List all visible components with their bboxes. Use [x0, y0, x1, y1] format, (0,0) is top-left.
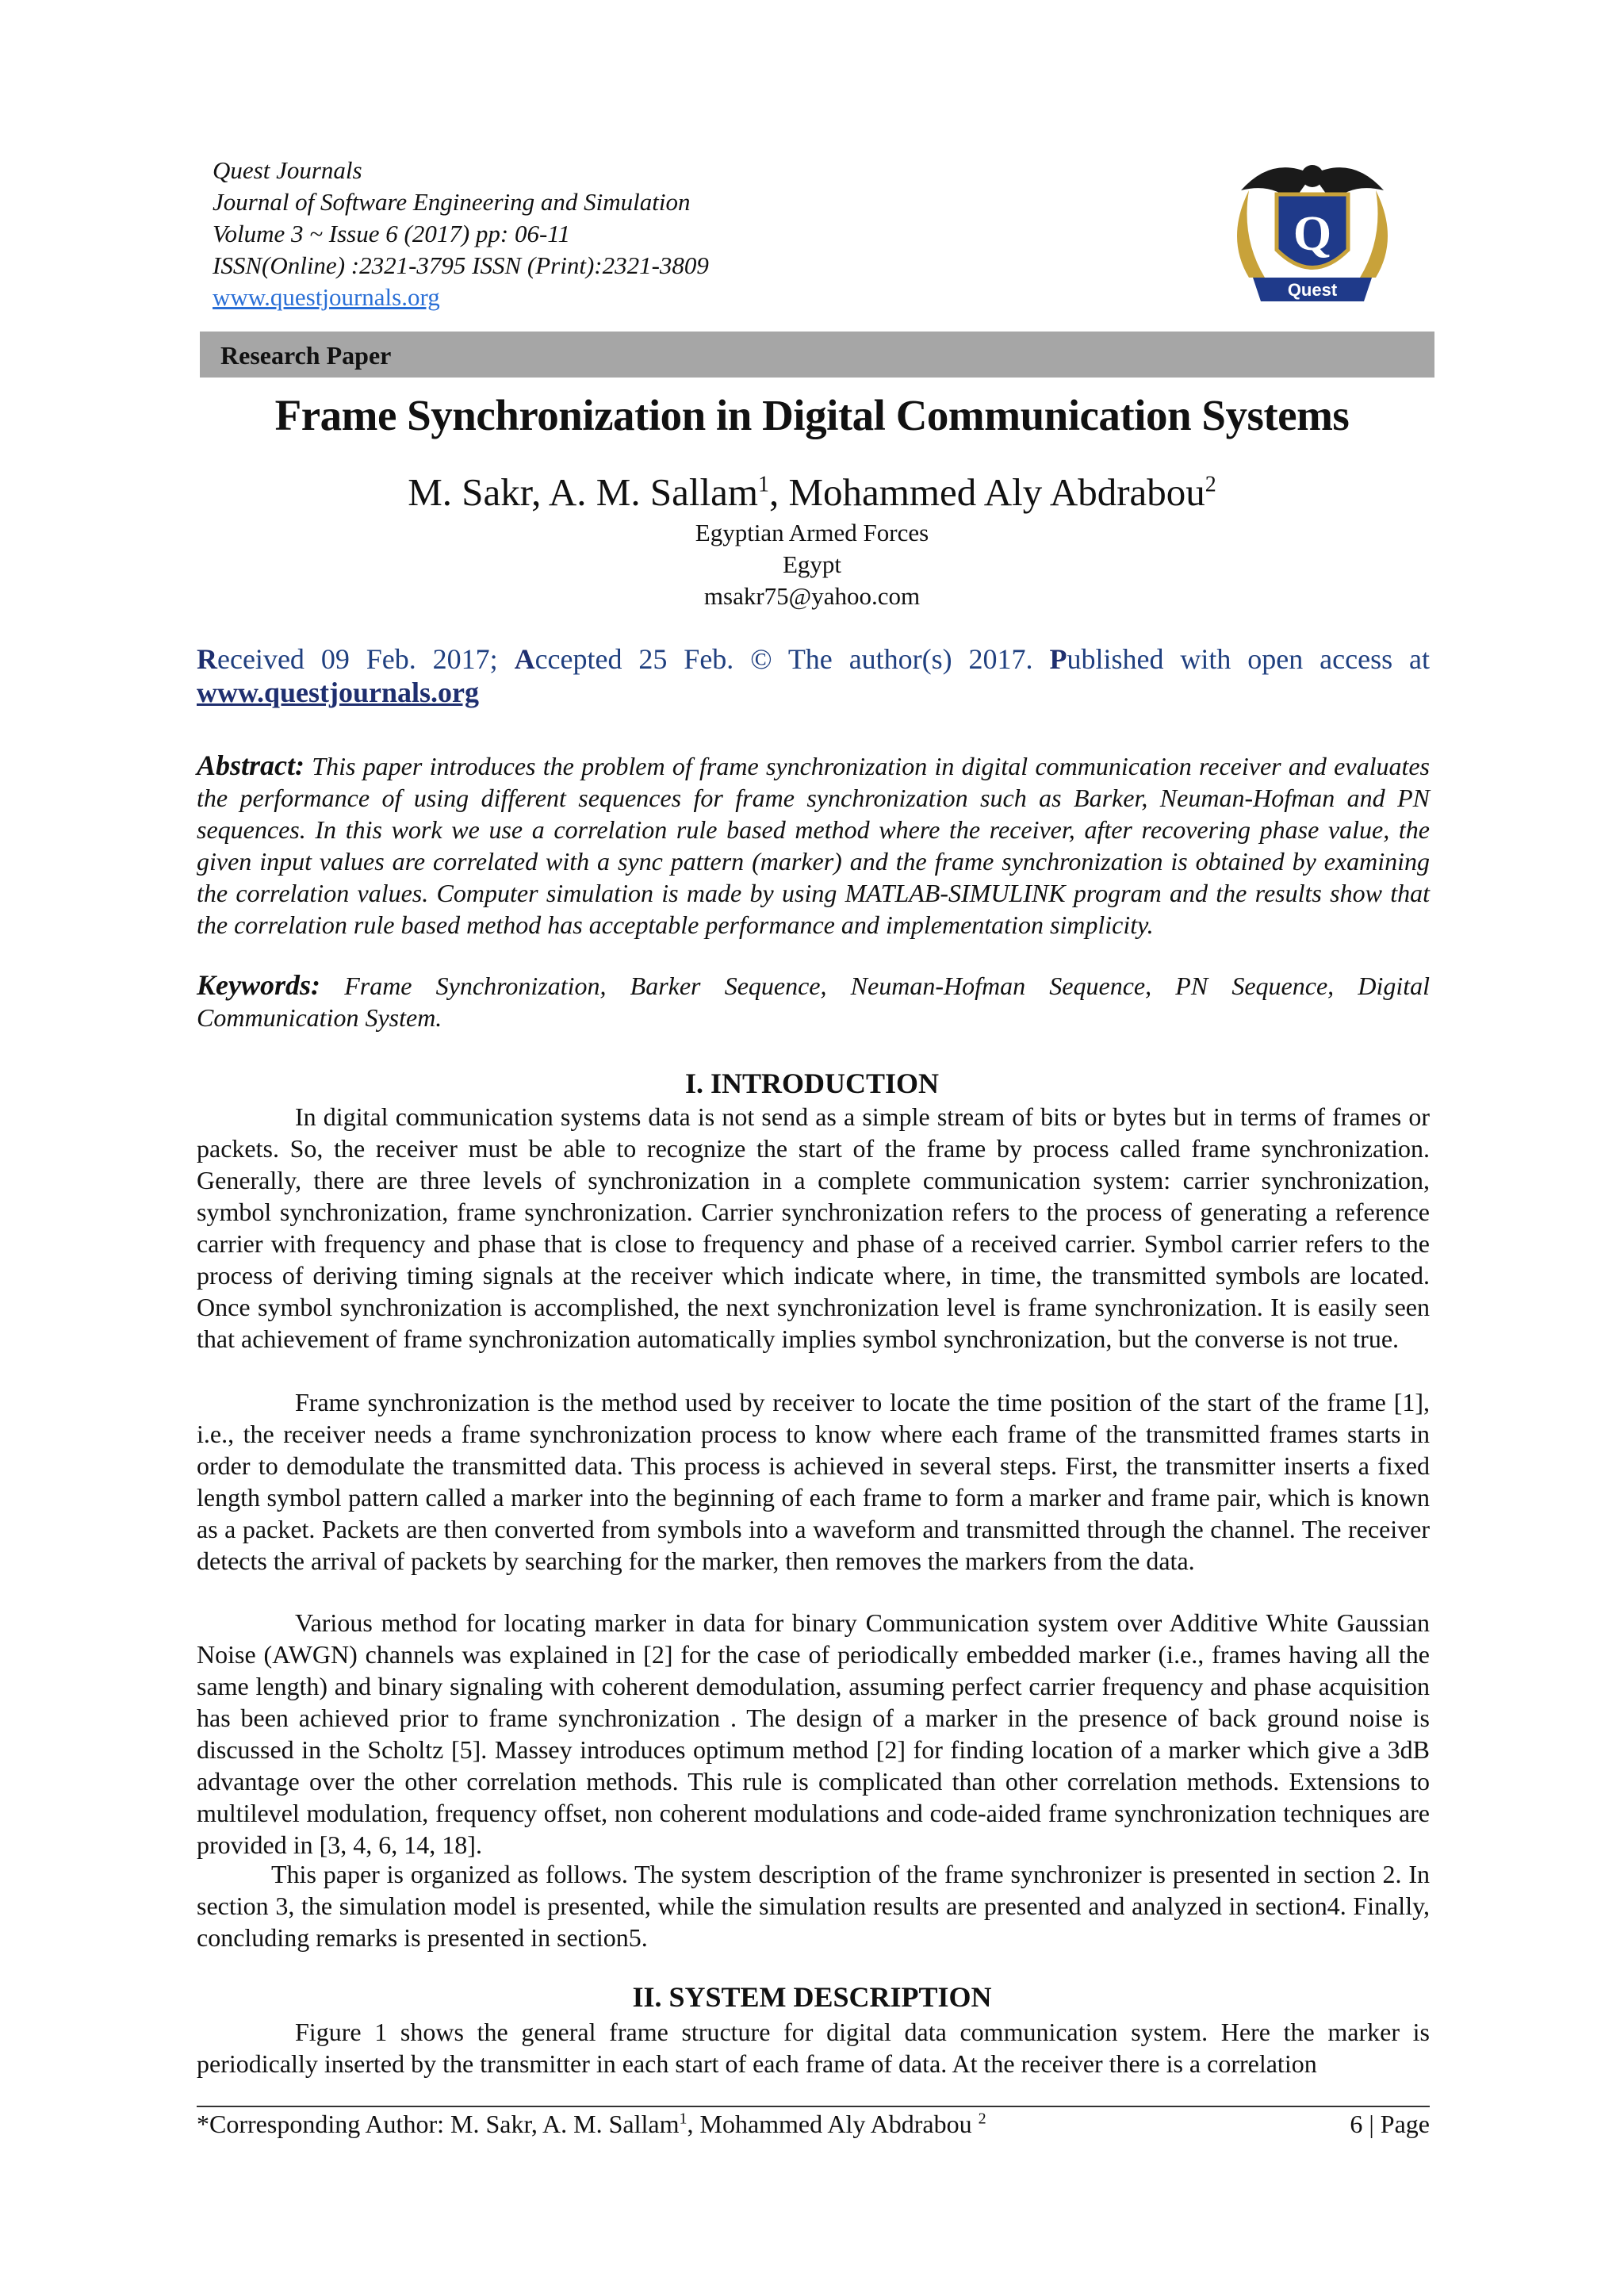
accepted-text: ccepted 25 Feb. © The author(s) 2017.	[534, 643, 1050, 675]
footer-author-part2: , Mohammed Aly Abdrabou	[687, 2110, 979, 2138]
received-text: eceived 09 Feb. 2017;	[217, 643, 515, 675]
keywords	[197, 969, 1430, 1033]
accepted-initial: A	[514, 643, 535, 675]
email: msakr75@yahoo.com	[703, 582, 921, 610]
received-journal-link[interactable]: www.questjournals.org	[197, 677, 480, 708]
authors-part2: , Mohammed Aly Abdrabou	[768, 470, 1205, 514]
section-heading-system-description: II. SYSTEM DESCRIPTION	[632, 1981, 992, 2013]
received-initial: R	[197, 643, 217, 675]
intro-paragraph-4: This paper is organized as follows. The system description of the frame synchronizer is presented in section 2. In section 3, the simulation model is presented, while the simulation results are presented and analyzed in section4. Finally, concluding remarks is presented in section5.	[197, 1860, 1430, 1952]
author-sup-2: 2	[1205, 472, 1216, 497]
received-line	[197, 642, 1430, 709]
footer-sup-1: 1	[679, 2110, 688, 2128]
intro-paragraph-2: Frame synchronization is the method used by receiver to locate the time position of the start of the frame [1], i.e., the receiver needs a frame synchronization process to know where each frame of the transmitted frames starts in order to demodulate the transmitted data. This process is achieved in several steps. First, the transmitter inserts a fixed length symbol pattern called a marker into the beginning of each frame to form a marker and frame pair, which is known as a packet. Packets are then converted from symbols into a waveform and transmitted through the channel. The receiver detects the arrival of packets by searching for the marker, then removes the markers from the data.	[197, 1388, 1430, 1575]
section-heading-introduction: I. INTRODUCTION	[684, 1068, 940, 1099]
country: Egypt	[782, 550, 842, 578]
affiliation: Egyptian Armed Forces	[695, 519, 929, 546]
quest-logo	[1217, 159, 1408, 313]
journal-volume: Volume 3 ~ Issue 6 (2017) pp: 06-11	[213, 220, 570, 247]
intro-paragraph-3: Various method for locating marker in data for binary Communication system over Additive White Gaussian Noise (AWGN) channels was explained in [2] for the case of periodically embedded marker (i.e., frames having all the same length) and binary signaling with coherent demodulation, assuming perfect carrier frequency and phase acquisition has been achieved prior to frame synchronization . The design of a marker in the presence of back ground noise is discussed in the Scholtz [5]. Massey introduces optimum method [2] for finding location of a marker which give a 3dB advantage over the other correlation methods. This rule is complicated than other correlation methods. Extensions to multilevel modulation, frequency offset, non coherent modulations and code-aided frame synchronization techniques are provided in [3, 4, 6, 14, 18].	[197, 1608, 1430, 1859]
keywords-text: Frame Synchronization, Barker Sequence, Neuman-Hofman Sequence, PN Sequence, Digital Communication System.	[197, 972, 1431, 1032]
abstract-label: Abstract:	[197, 749, 305, 781]
affiliation-block	[0, 517, 1624, 612]
journal-publisher: Quest Journals	[213, 156, 362, 184]
footer-author-part1: *Corresponding Author: M. Sakr, A. M. Sallam	[197, 2110, 680, 2138]
footer	[197, 2110, 1430, 2139]
page-number: 6 | Page	[1350, 2110, 1430, 2138]
logo-text: Quest	[1287, 280, 1338, 300]
footer-divider	[197, 2106, 1430, 2107]
author-sup-1: 1	[757, 472, 769, 497]
journal-name: Journal of Software Engineering and Simulation	[213, 188, 691, 216]
abstract	[197, 749, 1430, 941]
paper-authors	[0, 470, 1624, 515]
research-paper-band	[200, 332, 1434, 378]
system-paragraph-1: Figure 1 shows the general frame structure for digital data communication system. Here the marker is periodically inserted by the transmitter in each start of each frame of data. At the receiver there is a correlation	[197, 2018, 1430, 2078]
intro-paragraph-1: In digital communication systems data is not send as a simple stream of bits or bytes but in terms of frames or packets. So, the receiver must be able to recognize the start of the frame by process called frame synchronization. Generally, there are three levels of synchronization in a complete communication system: carrier synchronization, symbol synchronization, frame synchronization. Carrier synchronization refers to the process of generating a reference carrier with frequency and phase that is close to frequency and phase of a received carrier. Symbol carrier refers to the process of deriving timing signals at the receiver which indicate where, in time, the transmitted symbols are located. Once symbol synchronization is accomplished, the next synchronization level is frame synchronization. It is easily seen that achievement of frame synchronization automatically implies symbol synchronization, but the converse is not true.	[197, 1102, 1430, 1353]
keywords-label: Keywords:	[197, 969, 320, 1001]
footer-sup-2: 2	[978, 2110, 986, 2128]
band-label: Research Paper	[220, 341, 392, 370]
journal-header	[213, 155, 926, 313]
authors-part1: M. Sakr, A. M. Sallam	[408, 470, 758, 514]
published-initial: P	[1049, 643, 1067, 675]
published-text: ublished with open access at	[1067, 643, 1431, 675]
paper-title: Frame Synchronization in Digital Communication Systems	[274, 391, 1350, 439]
journal-url-link[interactable]: www.questjournals.org	[213, 283, 440, 311]
journal-issn: ISSN(Online) :2321-3795 ISSN (Print):2321-3809	[213, 251, 709, 279]
logo-letter: Q	[1293, 207, 1332, 261]
abstract-text: This paper introduces the problem of frame synchronization in digital communication receiver and evaluates the performance of using different sequences for frame synchronization such as Barker, Neuman-Hofman and PN sequences. In this work we use a correlation rule based method where the receiver, after recovering phase value, the given input values are correlated with a sync pattern (marker) and the frame synchronization is obtained by examining the correlation values. Computer simulation is made by using MATLAB-SIMULINK program and the results show that the correlation rule based method has acceptable performance and implementation simplicity.	[197, 752, 1431, 939]
